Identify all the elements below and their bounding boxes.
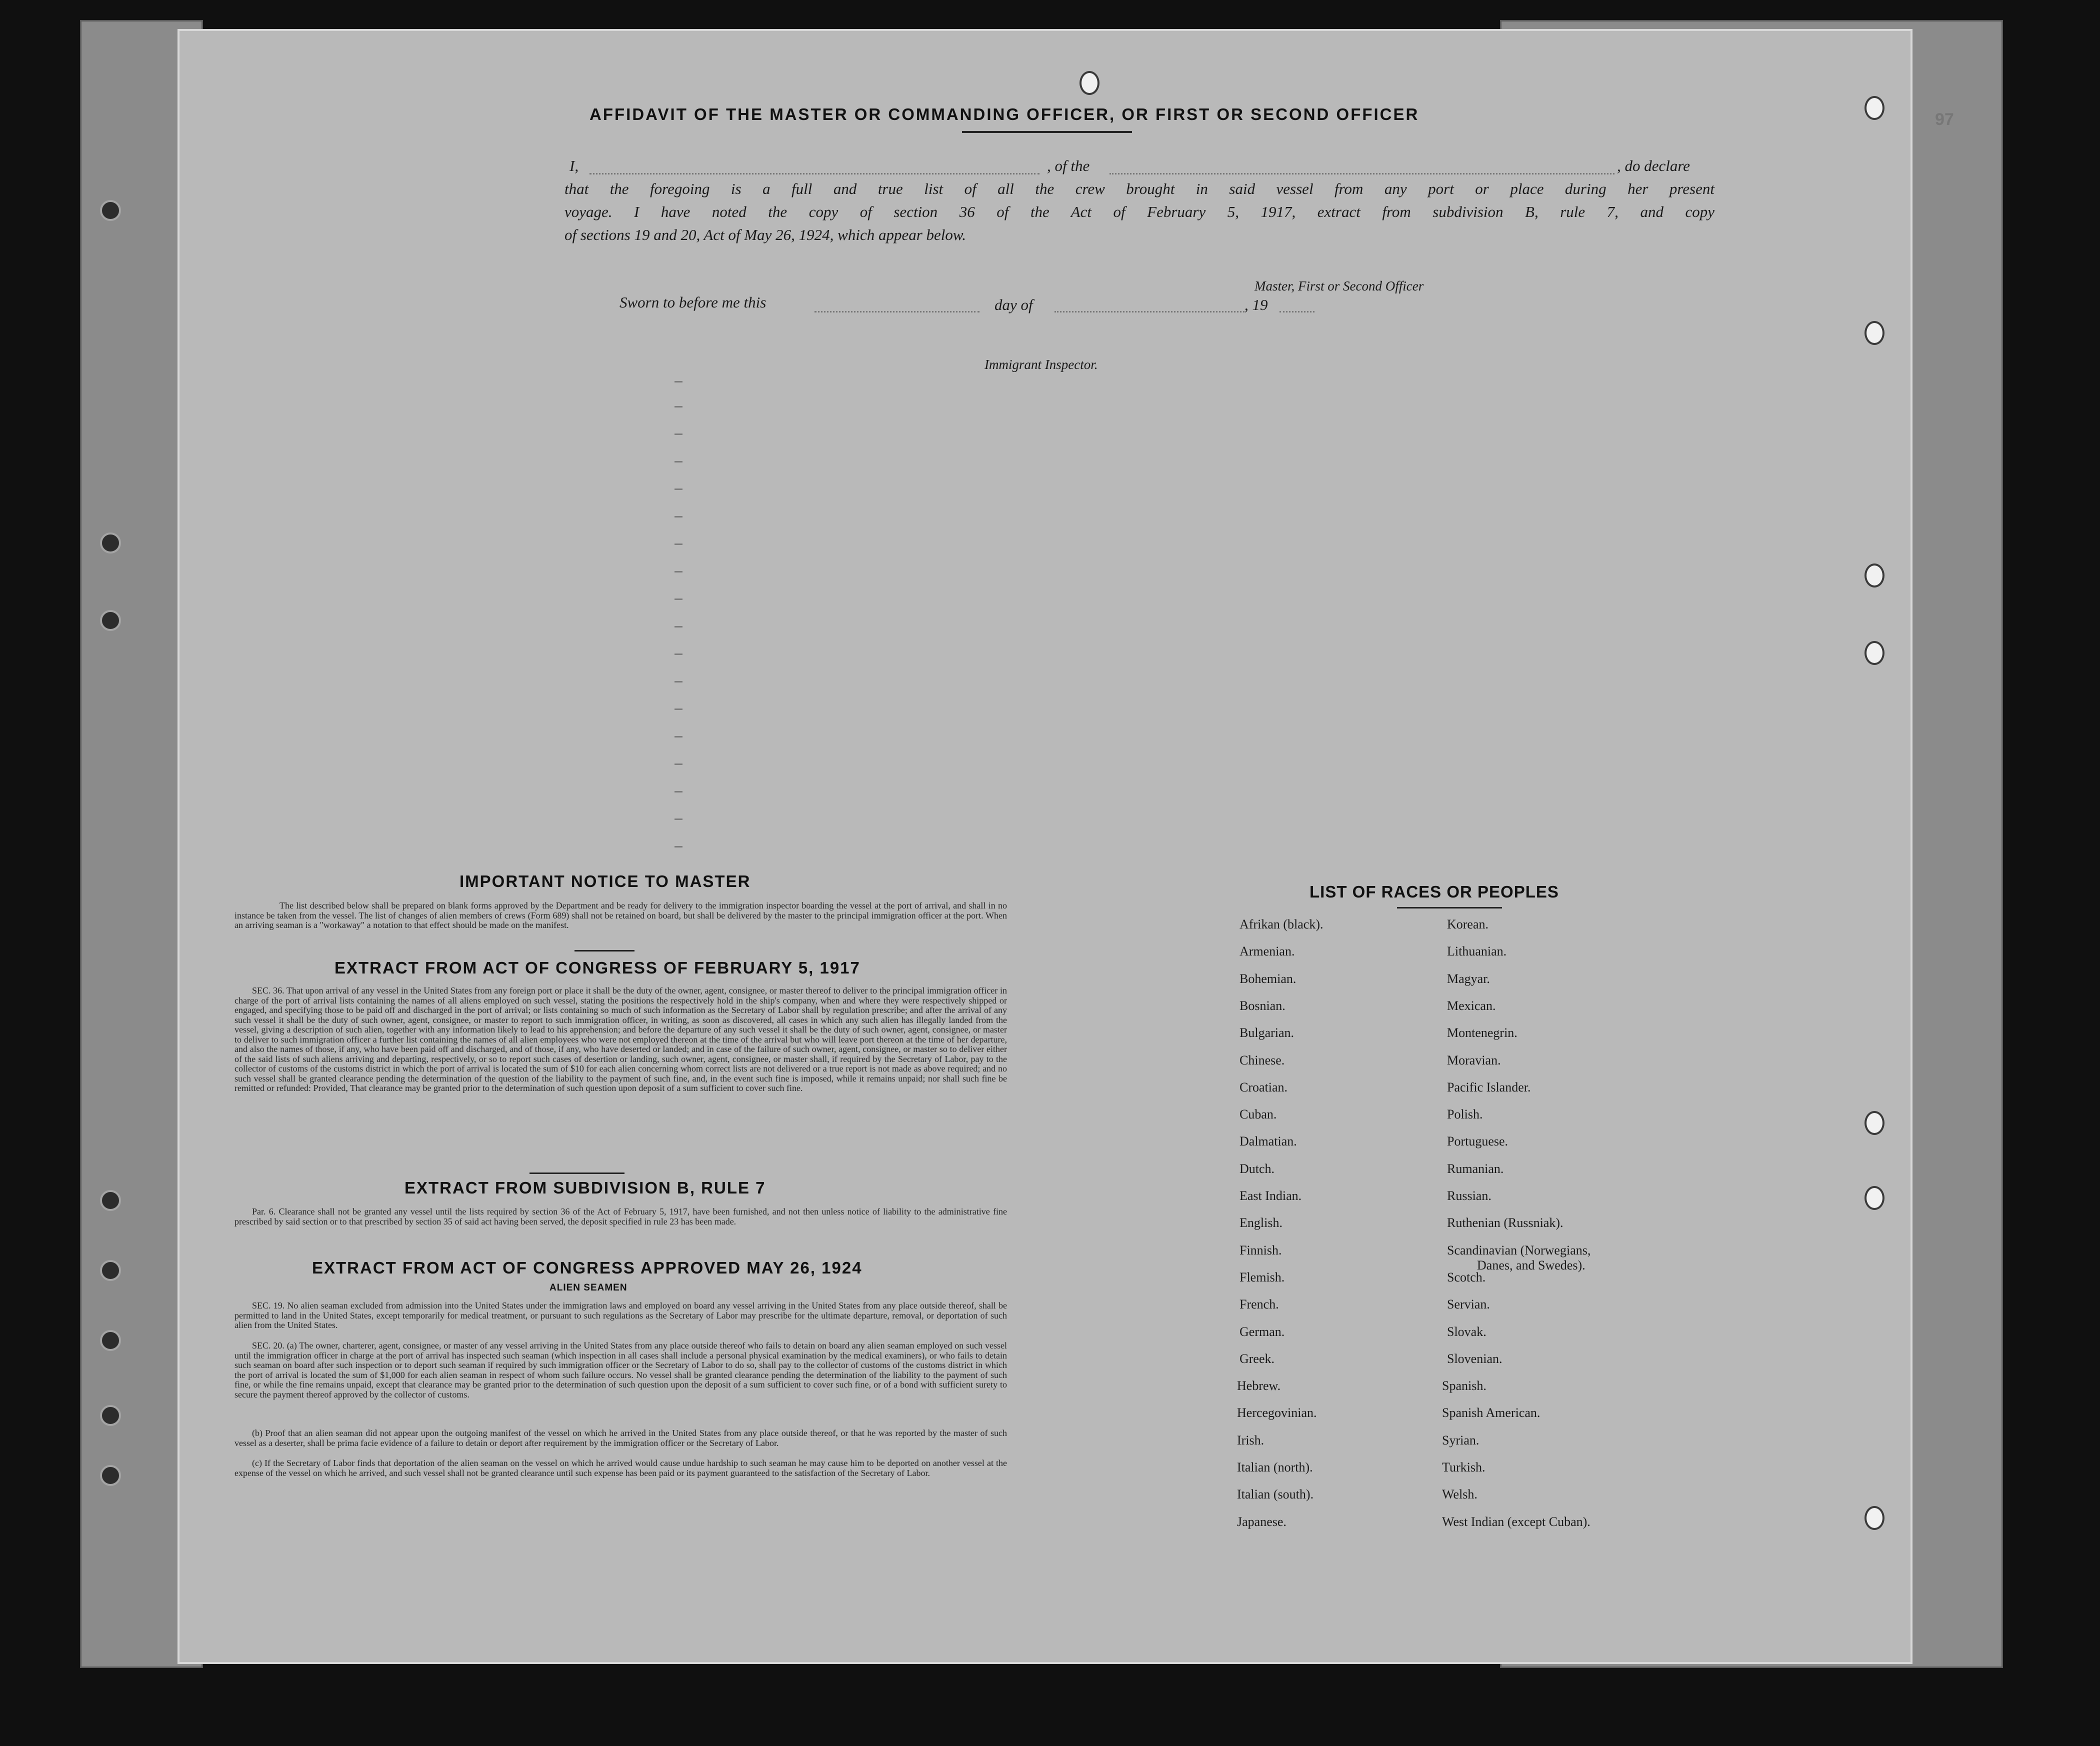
race-item: Scandinavian (Norwegians,: [1447, 1242, 1591, 1258]
margin-tick: [674, 818, 682, 820]
page-number: 97: [1935, 110, 1954, 129]
extract-1917-text: SEC. 36. That upon arrival of any vessel in the United States from any foreign port or place it shall be the duty of the owner, agent, consignee, or master thereof to deliver to the principal immigration officer in charge of the port of arrival lists containing the names of all aliens employed on such vessel, stating the positions the respectively hold in the ship's company, when and where they were respectively shipped or engaged, and specifying those to be paid off and discharged in the port of arrival; or lists containing so much of such information as the Secretary of Labor shall by regulation prescribe; and after the arrival of any such vessel it shall be the duty of such owner, agent, consignee, or master to report to such immigration officer, in writing, as soon as discovered, all cases in which any such alien has illegally landed from the vessel, giving a description of such alien, together with any information likely to lead to his apprehension; and before the departure of any such vessel it shall be the duty of such owner, agent, consignee, or master to deliver to such immigration officer a further list containing the names of all alien employees who were not employed thereon at the time of the arrival but who will leave port thereon at the time of her departure, and also the names of those, if any, who have been paid off and discharged, and of those, if any, who have deserted or landed; and in case of the failure of such owner, agent, consignee, or master so to deliver either of the said lists of such aliens arriving and departing, respectively, or so to report such cases of desertion or landing, such owner, agent, consignee, or master shall, if required by the Secretary of Labor, pay to the collector of customs of the customs district in which the port of arrival is located the sum of $10 for each alien concerning whom correct lists are not delivered or a true report is not made as above required; and no such vessel shall be granted clearance pending the determination of the question of the liability to the payment of such fine, and, in the event such fine is imposed, while it remains unpaid; nor shall such fine be remitted or refunded: Provided, That clearance may be granted prior to the determination of such question upon deposit of a sum sufficient to cover such fine.: [234, 986, 1007, 1093]
race-item: Servian.: [1447, 1297, 1490, 1312]
race-item: Spanish American.: [1442, 1406, 1540, 1420]
margin-tick: [674, 461, 682, 462]
race-item: Rumanian.: [1447, 1161, 1504, 1176]
sworn-label: Sworn to before me this: [620, 294, 766, 311]
sworn-day-blank[interactable]: [814, 311, 980, 312]
race-item: Dalmatian.: [1240, 1134, 1297, 1149]
race-item: Finnish.: [1240, 1242, 1282, 1258]
binder-hole: [100, 610, 121, 631]
affidavit-line-2: that the foregoing is a full and true list of all the crew brought in said vessel from any port or place during her present: [564, 180, 1714, 198]
race-item: Japanese.: [1237, 1514, 1286, 1529]
binder-hole: [100, 200, 121, 221]
race-item: Slovenian.: [1447, 1351, 1502, 1366]
race-item: Scotch.: [1447, 1270, 1486, 1284]
race-item: Bulgarian.: [1240, 1026, 1294, 1040]
race-item: Moravian.: [1447, 1052, 1501, 1068]
alien-seamen-subtitle: ALIEN SEAMEN: [550, 1282, 628, 1293]
margin-tick: [674, 516, 682, 518]
race-item: Spanish.: [1442, 1378, 1486, 1394]
race-item: Turkish.: [1442, 1460, 1486, 1474]
race-item: Dutch.: [1240, 1161, 1275, 1176]
margin-tick: [674, 654, 682, 655]
race-item: Pacific Islander.: [1447, 1080, 1531, 1094]
race-item: Hercegovinian.: [1237, 1406, 1317, 1420]
race-item: Afrikan (black).: [1240, 917, 1324, 932]
margin-tick: [674, 381, 682, 382]
race-item: Portuguese.: [1447, 1134, 1508, 1149]
race-item: German.: [1240, 1324, 1285, 1339]
affidavit-line-3: voyage. I have noted the copy of section 36 of the Act of February 5, 1917, extract from subdivision B, rule 7, and copy: [564, 203, 1714, 220]
margin-tick: [674, 598, 682, 600]
race-item: Cuban.: [1240, 1107, 1277, 1122]
race-item: Lithuanian.: [1447, 944, 1507, 959]
notice-rule: [574, 950, 634, 952]
race-item: Danes, and Swedes).: [1477, 1258, 1586, 1272]
margin-tick: [674, 406, 682, 408]
binder-hole: [100, 1330, 121, 1351]
affidavit-declare: , do declare: [1617, 157, 1690, 174]
margin-tick: [674, 736, 682, 738]
race-item: Russian.: [1447, 1188, 1492, 1203]
race-item: East Indian.: [1240, 1188, 1302, 1203]
race-item: Welsh.: [1442, 1487, 1478, 1502]
margin-tick: [674, 571, 682, 572]
sec20b-text: (b) Proof that an alien seaman did not appear upon the outgoing manifest of the vessel on which he arrived in the United States from any place outside thereof, or that he was reported by the master of such vessel as a deserter, shall be prima facie evidence of a failure to detain or deport after requirement by the immigration officer or the Secretary of Labor.: [234, 1428, 1007, 1448]
extract-1924-title: EXTRACT FROM ACT OF CONGRESS APPROVED MAY 26, 1924: [312, 1258, 862, 1277]
margin-tick: [674, 626, 682, 628]
punch-hole: [1080, 71, 1100, 95]
race-item: Flemish.: [1240, 1270, 1285, 1284]
race-item: Montenegrin.: [1447, 1026, 1518, 1040]
rule7-title: EXTRACT FROM SUBDIVISION B, RULE 7: [404, 1178, 766, 1197]
sec19-text: SEC. 19. No alien seaman excluded from admission into the United States under the immigration laws and employed on board any vessel arriving in the United States from any place outside thereof, shall be permitted to land in the United States, except temporarily for medical treatment, or pursuant to such regulations as the Secretary of Labor may prescribe for the ultimate departure, removal, or deportation of such alien from the United States.: [234, 1300, 1007, 1330]
margin-tick: [674, 544, 682, 545]
document-page: [178, 29, 1912, 1664]
sec20-text: SEC. 20. (a) The owner, charterer, agent, consignee, or master of any vessel arriving in the United States from any place outside thereof who fails to detain on board any alien seaman employed on such vessel until the immigration officer in charge at the port of arrival has inspected such seaman (which inspection in all cases shall include a personal physical examination by the medical examiners), or who fails to detain such seaman on board after such inspection or to deport such seaman if required by such immigration officer or the Secretary of Labor to do so, shall pay to the collector of customs of the customs district in which the port of arrival is located the sum of $1,000 for each alien seaman in respect of whom such failure occurs. No vessel shall be granted clearance pending the determination of the liability to the payment of such fine, or while the fine remains unpaid, except that clearance may be granted prior to the determination of such question upon the deposit of a sum sufficient to cover such fine, or of a bond with sufficient surety to secure the payment thereof approved by the collector of customs.: [234, 1340, 1007, 1400]
binder-hole: [100, 532, 121, 554]
race-item: Chinese.: [1240, 1052, 1285, 1068]
affidavit-line-4: of sections 19 and 20, Act of May 26, 1924, which appear below.: [564, 226, 966, 244]
race-item: Mexican.: [1447, 998, 1496, 1013]
punch-hole: [1864, 1506, 1884, 1530]
margin-tick: [674, 488, 682, 490]
binder-hole: [100, 1260, 121, 1281]
race-item: Italian (north).: [1237, 1460, 1313, 1474]
punch-hole: [1864, 641, 1884, 665]
margin-tick: [674, 434, 682, 435]
margin-tick: [674, 708, 682, 710]
binder-hole: [100, 1405, 121, 1426]
binder-hole: [100, 1190, 121, 1211]
margin-tick: [674, 764, 682, 765]
notice-text: The list described below shall be prepared on blank forms approved by the Department and be ready for delivery to the immigration inspector boarding the vessel at the port of arrival, and shall in no instance be taken from the vessel. The list of changes of alien members of crews (Form 689) shall not be retained on board, but shall be delivered by the master to the principal immigration officer at the port. When an arriving seaman is a "workaway" a notation to that effect should be made on the manifest.: [234, 900, 1007, 930]
margin-tick: [674, 846, 682, 848]
master-label: Master, First or Second Officer: [1254, 278, 1424, 294]
race-item: Armenian.: [1240, 944, 1295, 959]
affidavit-title: AFFIDAVIT OF THE MASTER OR COMMANDING OFFICER, OR FIRST OR SECOND OFFICER: [590, 105, 1420, 124]
race-item: Magyar.: [1447, 971, 1490, 986]
race-item: Polish.: [1447, 1107, 1483, 1122]
day-of-label: day of: [994, 296, 1033, 314]
race-item: Ruthenian (Russniak).: [1447, 1216, 1564, 1230]
races-rule: [1397, 907, 1502, 908]
title-rule: [962, 131, 1132, 133]
punch-hole: [1864, 321, 1884, 345]
race-item: Bohemian.: [1240, 971, 1296, 986]
race-item: Korean.: [1447, 917, 1489, 932]
sworn-month-blank[interactable]: [1054, 311, 1244, 312]
margin-tick: [674, 791, 682, 792]
race-item: Croatian.: [1240, 1080, 1288, 1094]
punch-hole: [1864, 1186, 1884, 1210]
race-item: West Indian (except Cuban).: [1442, 1514, 1590, 1529]
race-item: French.: [1240, 1297, 1279, 1312]
race-item: Italian (south).: [1237, 1487, 1314, 1502]
punch-hole: [1864, 564, 1884, 588]
rule7-text: Par. 6. Clearance shall not be granted any vessel until the lists required by section 36 of the Act of February 5, 1917, have been furnished, and not then unless notice of liability to the administrative fine prescribed by said section or to that prescribed by section 35 of said act having been served, the deposit specified in rule 23 has been made.: [234, 1206, 1007, 1226]
race-item: Bosnian.: [1240, 998, 1286, 1013]
affidavit-of-the: , of the: [1047, 157, 1090, 174]
punch-hole: [1864, 1111, 1884, 1135]
year-blank[interactable]: [1280, 311, 1314, 312]
race-item: English.: [1240, 1216, 1282, 1230]
binder-hole: [100, 1465, 121, 1486]
year-prefix: , 19: [1244, 296, 1268, 314]
race-item: Syrian.: [1442, 1432, 1480, 1448]
notice-title: IMPORTANT NOTICE TO MASTER: [460, 872, 751, 890]
punch-hole: [1864, 96, 1884, 120]
race-item: Greek.: [1240, 1351, 1275, 1366]
vessel-blank[interactable]: [1110, 173, 1614, 174]
extract-1917-title: EXTRACT FROM ACT OF CONGRESS OF FEBRUARY 5, 1917: [334, 958, 860, 977]
name-blank[interactable]: [590, 173, 1040, 174]
affidavit-i: I,: [570, 157, 579, 174]
races-title: LIST OF RACES OR PEOPLES: [1310, 882, 1559, 901]
race-item: Irish.: [1237, 1432, 1264, 1448]
inspector-label: Immigrant Inspector.: [984, 357, 1098, 372]
sec20c-text: (c) If the Secretary of Labor finds that deportation of the alien seaman on the vessel on which he arrived would cause undue hardship to such seaman he may cause him to be deported on another vessel at the expense of the vessel on which he arrived, and such vessel shall not be granted clearance until such expense has been paid or its payment guaranteed to the satisfaction of the Secretary of Labor.: [234, 1458, 1007, 1478]
extract-1917-rule: [530, 1172, 624, 1174]
margin-tick: [674, 681, 682, 682]
race-item: Slovak.: [1447, 1324, 1486, 1339]
race-item: Hebrew.: [1237, 1378, 1281, 1394]
